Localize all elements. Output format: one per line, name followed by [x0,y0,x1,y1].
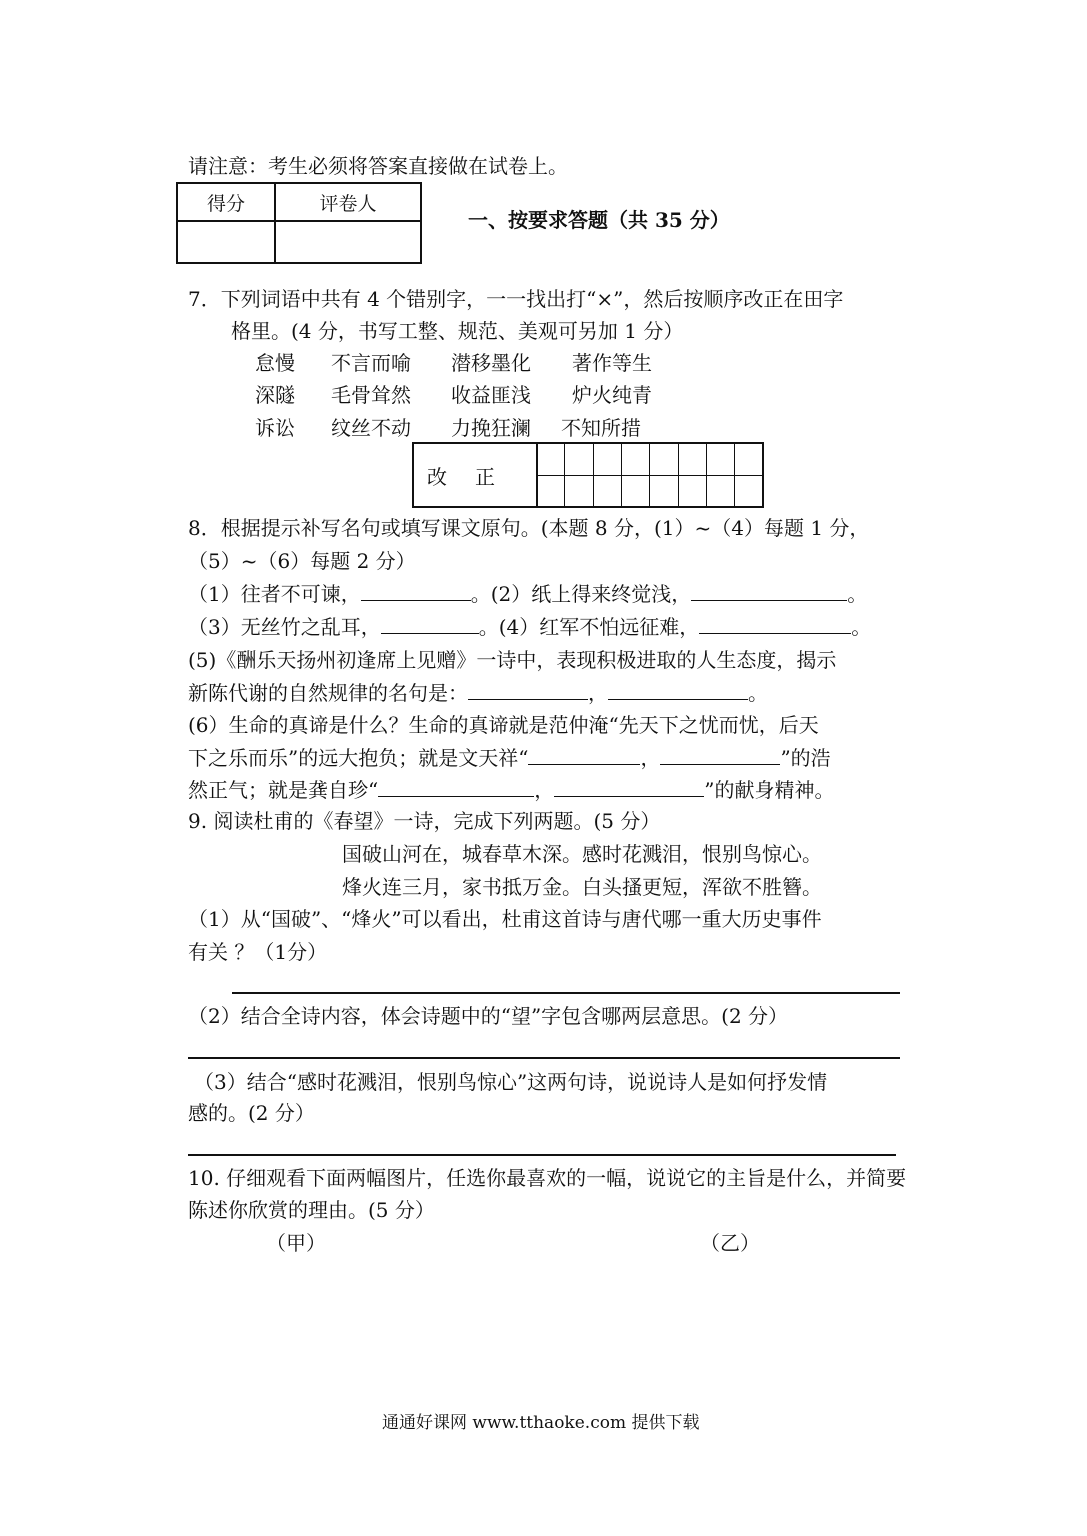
score-table [176,182,422,264]
score-header: 得分 [177,183,275,221]
score-cell[interactable] [177,221,275,263]
q8-prompt: （3）无丝竹之乱耳， [188,615,381,639]
q8-item5-line2 [188,679,768,707]
q7-word: 不言而喻 [331,351,411,375]
q8-prompt: ， [534,778,555,802]
grader-header: 评卷人 [275,183,421,221]
q7-line1: 7．下列词语中共有 4 个错别字，一一找出打“×”，然后按顺序改正在田字 [188,287,844,311]
grader-cell[interactable] [275,221,421,263]
answer-blank[interactable] [381,613,479,634]
poem-line: 烽火连三月，家书抵万金。白头搔更短，浑欲不胜簪。 [342,875,822,899]
q9-sub3-line2: 感的。(2 分） [188,1101,315,1125]
q8-item3 [188,613,871,641]
q8-item6-line2 [188,744,831,772]
answer-blank[interactable] [554,776,704,797]
q8-prompt: ， [588,681,608,705]
q7-word: 怠慢 [255,351,295,375]
footer-text: 通通好课网 www.tthaoke.com 提供下载 [382,1413,700,1433]
answer-line[interactable] [188,1154,896,1156]
q7-word: 著作等生 [572,351,652,375]
answer-blank[interactable] [699,613,851,634]
q9-sub1-line2: 有关 ？（1分） [188,940,328,964]
q8-item6-line1: (6）生命的真谛是什么？生命的真谛就是范仲淹“先天下之忧而忧，后天 [188,713,819,737]
answer-line[interactable] [232,992,900,994]
q8-prompt: 。(2）纸上得来终觉浅， [470,582,692,606]
q9-sub3-line1: （3）结合“感时花溅泪，恨别鸟惊心”这两句诗，说说诗人是如何抒发情 [194,1070,828,1094]
picture-label-yi: （乙） [700,1231,760,1255]
answer-blank[interactable] [378,776,534,797]
q8-prompt: 。 [748,681,768,705]
tianzi-cell[interactable] [706,444,763,506]
answer-line[interactable] [188,1057,900,1059]
answer-blank[interactable] [608,679,748,700]
q8-line2: （5）~（6）每题 2 分） [188,549,416,573]
answer-blank[interactable] [528,744,640,765]
q9-sub2: （2）结合全诗内容，体会诗题中的“望”字包含哪两层意思。(2 分） [188,1004,789,1028]
tianzi-cell[interactable] [536,444,593,506]
q7-word: 潜移墨化 [451,351,531,375]
answer-blank[interactable] [361,580,471,601]
correction-grid-label: 改正 [414,444,538,506]
q7-word: 纹丝不动 [331,416,411,440]
q7-word: 炉火纯青 [572,383,652,407]
q9-sub1-line1: （1）从“国破”、“烽火”可以看出，杜甫这首诗与唐代哪一重大历史事件 [188,907,822,931]
poem-line: 国破山河在，城春草木深。感时花溅泪，恨别鸟惊心。 [342,842,822,866]
notice-text: 请注意：考生必须将答案直接做在试卷上。 [188,154,568,178]
q7-word: 收益匪浅 [451,383,531,407]
q8-prompt: （1）往者不可谏， [188,582,361,606]
answer-blank[interactable] [468,679,588,700]
q7-word: 力挽狂澜 [451,416,531,440]
q7-word: 不知所措 [561,416,641,440]
correction-grid [412,442,764,508]
answer-blank[interactable] [691,580,847,601]
q8-item5-line1: (5)《酬乐天扬州初逢席上见赠》一诗中，表现积极进取的人生态度，揭示 [188,648,837,672]
q7-word: 诉讼 [255,416,295,440]
q8-item6-line3 [188,776,834,804]
q7-word: 深隧 [255,383,295,407]
q8-prompt: 下之乐而乐”的远大抱负；就是文天祥“ [188,746,529,770]
tianzi-cell[interactable] [593,444,650,506]
q8-prompt: ”的献身精神。 [704,778,835,802]
q9-line1: 9. 阅读杜甫的《春望》一诗，完成下列两题。(5 分） [188,809,661,833]
q8-item1 [188,580,867,608]
q7-word: 毛骨耸然 [331,383,411,407]
answer-blank[interactable] [660,744,780,765]
q10-line2: 陈述你欣赏的理由。(5 分） [188,1198,435,1222]
section-title: 一、按要求答题（共 35 分） [468,208,730,232]
q8-prompt: 新陈代谢的自然规律的名句是： [188,681,468,705]
q8-prompt: 然正气；就是龚自珍“ [188,778,379,802]
q8-prompt: 。 [847,582,868,606]
tianzi-cell[interactable] [649,444,706,506]
q8-prompt: 。(4）红军不怕远征难， [478,615,700,639]
q10-line1: 10. 仔细观看下面两幅图片，任选你最喜欢的一幅，说说它的主旨是什么，并简要 [188,1166,907,1190]
q8-line1: 8．根据提示补写名句或填写课文原句。(本题 8 分，(1）~（4）每题 1 分， [188,516,870,540]
q8-prompt: ”的浩 [780,746,831,770]
q8-prompt: ， [640,746,661,770]
q7-line2: 格里。(4 分，书写工整、规范、美观可另加 1 分） [231,319,684,343]
picture-label-jia: （甲） [266,1231,326,1255]
q8-prompt: 。 [851,615,872,639]
